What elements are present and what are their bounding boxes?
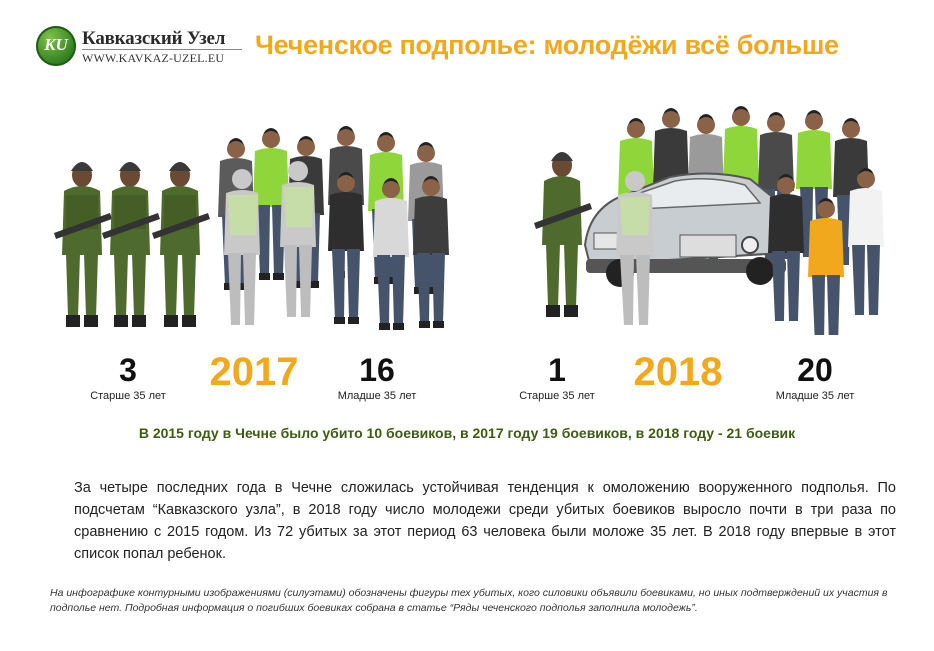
older-label-2018: Старше 35 лет (519, 390, 595, 402)
logo-divider (82, 49, 242, 50)
younger-count-2017: 16 (359, 352, 395, 388)
logo-name: Кавказский Узел (82, 28, 226, 49)
illustration-2018 (520, 85, 920, 335)
fighter-figure (328, 172, 364, 324)
silhouette-figure (280, 161, 316, 317)
soldier-figure (152, 162, 210, 327)
footnote: На инфографике контурными изображениями (силуэтами) обозначены фигуры тех убитых, кого силовики объявили боевиками, но иных подтверждений их участия в подполье нет. Подробная информация о погибших боевиках собрана в статье “Ряды чеченского подполья заполнила молодежь”. (50, 587, 888, 614)
older-count-2018: 1 (548, 352, 566, 388)
older-count-2017: 3 (119, 352, 137, 388)
summary-line: В 2015 году в Чечне было убито 10 боевиков, в 2017 году 19 боевиков, в 2018 году - 21 боевик (138, 425, 796, 441)
logo-url: WWW.KAVKAZ-UZEL.EU (82, 51, 225, 65)
younger-label-2018: Младше 35 лет (775, 390, 855, 402)
fighter-figure (373, 178, 409, 330)
younger-label-2017: Младше 35 лет (337, 390, 417, 402)
year-2018: 2018 (633, 350, 723, 394)
site-logo[interactable] (36, 24, 246, 70)
infographic-title: Чеченское подполье: молодёжи всё больше (255, 30, 839, 60)
logo-emblem: KU (36, 26, 76, 66)
illustration-2017 (30, 95, 480, 335)
soldier-figure (102, 162, 160, 327)
silhouette-figure (616, 171, 654, 325)
body-paragraph: За четыре последних года в Чечне сложилась устойчивая тенденция к омоложению вооруженного подполья. По подсчетам “Кавказского узла”, в 2018 году число молодежи среди убитых боевиков выросло почти в три раза по сравнению с 2015 годом. Из 72 убитых за этот период 63 человека были моложе 35 лет. В 2018 году впервые в этот список попал ребенок. (74, 480, 896, 562)
fighter-figure (848, 168, 884, 315)
silhouette-figure (224, 169, 260, 325)
soldier-figure (534, 152, 592, 317)
year-2017: 2017 (209, 350, 299, 394)
older-label-2017: Старше 35 лет (90, 390, 166, 402)
fighter-figure (413, 176, 449, 328)
younger-count-2018: 20 (797, 352, 833, 388)
fighter-figure (768, 174, 804, 321)
soldier-figure (54, 162, 112, 327)
car (585, 173, 786, 287)
